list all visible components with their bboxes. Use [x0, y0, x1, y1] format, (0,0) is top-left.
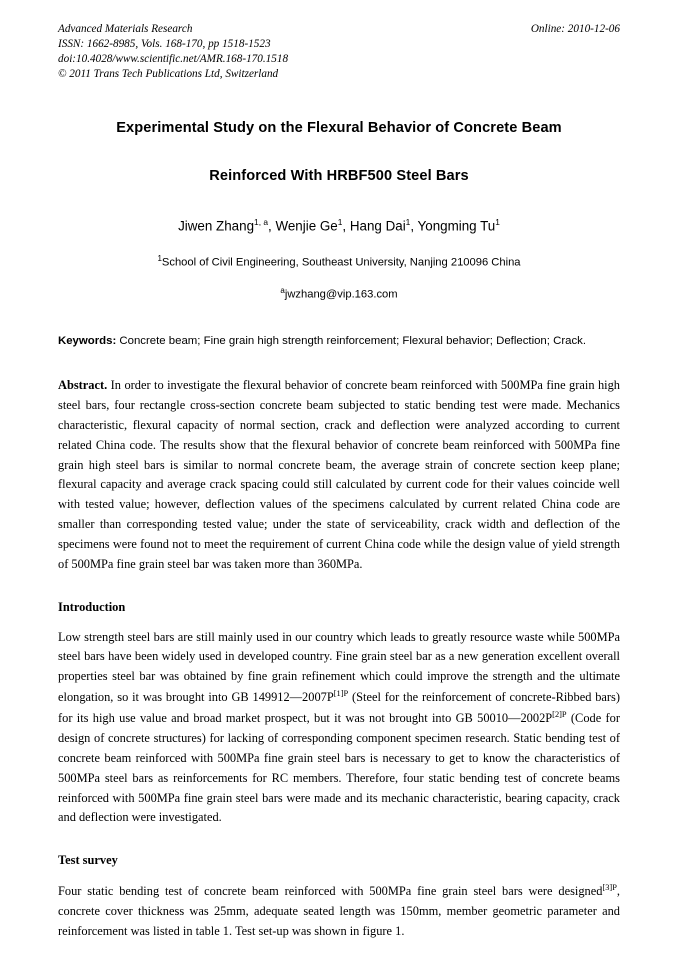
section-body-test-survey — [58, 881, 620, 942]
test-survey-part-1: Four static bending test of concrete beam reinforced with 500MPa fine grain steel bars were designed — [58, 884, 603, 899]
keywords-block — [58, 333, 620, 351]
test-survey-reference-1: [3]P — [602, 883, 617, 893]
author-3-affil-marker: 1 — [405, 216, 411, 227]
intro-reference-2: [2]P — [552, 710, 567, 720]
section-body-introduction — [58, 628, 620, 829]
intro-part-3: (Code for design of concrete structures) for lacking of corresponding component specimen research. Static bending test of concrete beam reinforced with 500MPa fine grain steel bars is necessary to get to know the characteristics of 500MPa steel bars as reinforcements for RC members. Therefore, four static bending test of concrete beams reinforced with 500MPa fine grain steel bars were made and its mechanic characteristic, bearing capacity, crack and deflection were investigated. — [58, 711, 620, 825]
email-marker: a — [280, 285, 285, 295]
intro-part-1: Low strength steel bars are still mainly used in our country which leads to greatly resource waste while 500MPa steel bars have been widely used in developed country. Fine grain steel bar as a new generation excellent overall properties steel bar was obtained by fine grain refinement which could improve the strength and the ultimate elongation, so it was brought into GB 149912—2007P — [58, 629, 620, 705]
intro-reference-1: [1]P — [333, 689, 349, 699]
intro-part-2: (Steel for the reinforcement of concrete-Ribbed bars) for its high use value and broad market prospect, but it was not brought into GB 50010—2002P — [58, 690, 620, 726]
abstract-block — [58, 376, 620, 574]
online-date: Online: 2010-12-06 — [530, 23, 620, 35]
author-1-name: Jiwen Zhang — [178, 218, 255, 234]
corresponding-email — [58, 286, 620, 301]
affiliation-marker: 1 — [157, 254, 162, 264]
test-survey-part-2: , concrete cover thickness was 25mm, adequate seated length was 150mm, member geometric parameter and reinforcement was listed in table 1. Test set-up was shown in figure 1. — [58, 884, 620, 939]
email-text: jwzhang@vip.163.com — [284, 288, 398, 301]
author-2-name: , Wenjie Ge — [268, 218, 338, 234]
issn-line: ISSN: 1662-8985, Vols. 168-170, pp 1518-1523 — [58, 37, 271, 50]
author-4-name: , Yongming Tu — [410, 218, 496, 234]
page-header — [58, 22, 620, 82]
title-line-2: Reinforced With HRBF500 Steel Bars — [209, 167, 469, 184]
abstract-text: In order to investigate the flexural behavior of concrete beam reinforced with 500MPa fine grain high steel bars, four rectangle cross-section concrete beam subjected to static bending test were made. Mechanics characteristic, flexural capacity of normal section, crack and deflection were analyzed according to current related China code. The results show that the flexural behavior of concrete beam reinforced with 500MPa fine grain high steel bars is similar to normal concrete beam, the average strain of concrete section keep plane; flexural capacity and average crack spacing could still calculated by current code for their values coincide well with tested value; however, deflection values of the specimens calculated by current related China code are smaller than corresponding tested value; under the state of serviceability, crack width and deflection of the specimens were found not to meet the requirement of current China code while the design value of yield strength of 500MPa fine grain steel bar was taken more than 360MPa. — [58, 378, 620, 571]
keywords-label: Keywords: — [58, 334, 117, 347]
author-4-affil-marker: 1 — [495, 216, 500, 227]
keywords-text: Concrete beam; Fine grain high strength reinforcement; Flexural behavior; Deflection; Crack. — [116, 334, 587, 347]
section-heading-test-survey: Test survey — [58, 853, 118, 868]
page-title — [58, 120, 620, 184]
journal-name: Advanced Materials Research — [58, 23, 193, 35]
affiliation — [58, 254, 620, 269]
abstract-label: Abstract. — [58, 378, 108, 393]
title-line-1: Experimental Study on the Flexural Behavior of Concrete Beam — [116, 119, 562, 136]
affiliation-text: School of Civil Engineering, Southeast University, Nanjing 210096 China — [161, 256, 521, 269]
section-heading-introduction: Introduction — [58, 599, 126, 614]
doi-line: doi:10.4028/www.scientific.net/AMR.168-170.1518 — [58, 52, 289, 65]
copyright-line: © 2011 Trans Tech Publications Ltd, Switzerland — [58, 67, 279, 80]
author-2-affil-marker: 1 — [337, 216, 343, 227]
author-list — [58, 217, 620, 233]
author-3-name: , Hang Dai — [342, 218, 406, 234]
author-1-affil-marker: 1, a — [254, 216, 269, 227]
